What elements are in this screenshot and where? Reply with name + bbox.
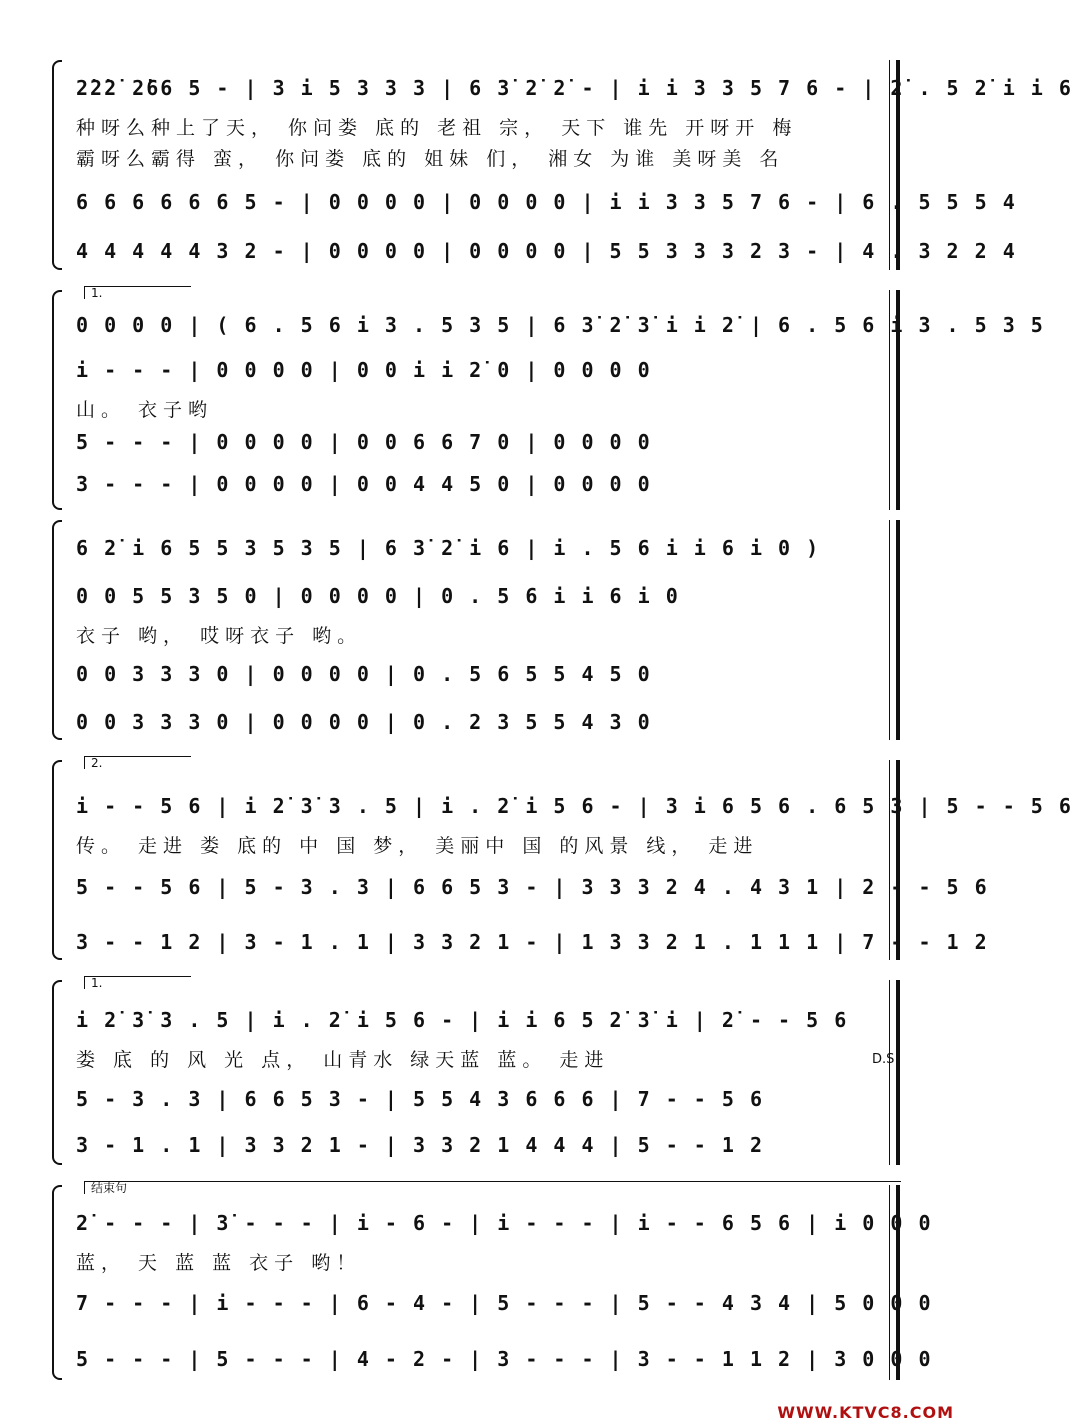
score-system [60, 1181, 933, 1380]
note-line: 2̇2̇2̇ 2̇66 5 - | 3 i 5 3 3 3 | 6 3̇ 2̇ 2̇ - | i i 3 3 5 7 6 - | 2̇ . 5 2̇ i i 6 [76, 76, 1073, 100]
note-line: 6 6 6 6 6 6 5 - | 0 0 0 0 | 0 0 0 0 | i i 3 3 5 7 6 - | 6 . 5 5 5 4 [76, 190, 1017, 214]
score-system [60, 976, 900, 1165]
note-line: 3 - - - | 0 0 0 0 | 0 0 4 4 5 0 | 0 0 0 0 [76, 472, 652, 496]
note-line: 3 - - 1 2 | 3 - 1 . 1 | 3 3 2 1 - | 1 3 3 2 1 . 1 1 1 | 7 - - 1 2 [76, 930, 989, 954]
note-line: 5 - 3 . 3 | 6 6 5 3 - | 5 5 4 3 6 6 6 | 7 - - 5 6 [76, 1087, 765, 1111]
note-line: 6 2̇ i 6 5 5 3 5 3 5 | 6 3̇ 2̇ i 6 | i . 5 6 i i 6 i 0 ) [76, 536, 821, 560]
volta-bracket: 1. [84, 976, 191, 989]
note-line: 5 - - 5 6 | 5 - 3 . 3 | 6 6 5 3 - | 3 3 3 2 4 . 4 3 1 | 2 - - 5 6 [76, 875, 989, 899]
end-barline [889, 520, 900, 740]
end-barline [889, 760, 900, 960]
score-system [60, 286, 1045, 510]
lyric-line: 种呀么种上了天， 你问娄 底的 老祖 宗， 天下 谁先 开呀开 梅 [76, 117, 798, 139]
lyric-line: 衣子 哟， 哎呀衣子 哟。 [76, 625, 363, 647]
end-barline [889, 980, 900, 1165]
note-line: i - - 5 6 | i 2̇ 3̇ 3 . 5 | i . 2̇ i 5 6 - | 3 i 6 5 6 . 6 5 3 | 5 - - 5 6 [76, 794, 1073, 818]
note-line: 7 - - - | i - - - | 6 - 4 - | 5 - - - | 5 - - 4 3 4 | 5 0 0 0 [76, 1291, 933, 1315]
lyric-line: 山。 衣子哟 [76, 399, 214, 421]
lyric-line: 娄 底 的 风 光 点， 山青水 绿天蓝 蓝。 走进 [76, 1049, 610, 1071]
score-system [60, 756, 1073, 960]
note-line: 2̇ - - - | 3̇ - - - | i - 6 - | i - - - | i - - 6 5 6 | i 0 0 0 [76, 1211, 933, 1235]
note-line: 0 0 3 3 3 0 | 0 0 0 0 | 0 . 2 3 5 5 4 3 0 [76, 710, 652, 734]
note-line: 0 0 0 0 | ( 6 . 5 6 i 3 . 5 3 5 | 6 3̇ 2̇ 3̇ i i 2̇ | 6 . 5 6 i 3 . 5 3 5 [76, 313, 1045, 337]
end-barline [889, 290, 900, 510]
site-watermark: WWW.KTVC8.COM [777, 1403, 954, 1422]
lyric-line: 蓝， 天 蓝 蓝 衣子 哟！ [76, 1252, 362, 1274]
note-line: i - - - | 0 0 0 0 | 0 0 i i 2̇ 0 | 0 0 0 0 [76, 358, 652, 382]
ds-mark: D.S [872, 1052, 895, 1067]
end-barline [889, 60, 900, 270]
score-system [60, 520, 900, 740]
note-line: 5 - - - | 0 0 0 0 | 0 0 6 6 7 0 | 0 0 0 0 [76, 430, 652, 454]
lyric-line: 传。 走进 娄 底的 中 国 梦， 美丽中 国 的风景 线， 走进 [76, 835, 759, 857]
note-line: 5 - - - | 5 - - - | 4 - 2 - | 3 - - - | 3 - - 1 1 2 | 3 0 0 0 [76, 1347, 933, 1371]
end-barline [889, 1185, 900, 1380]
volta-bracket: 结束句 [84, 1181, 901, 1194]
volta-bracket: 1. [84, 286, 191, 299]
note-line: 0 0 5 5 3 5 0 | 0 0 0 0 | 0 . 5 6 i i 6 i 0 [76, 584, 680, 608]
note-line: 0 0 3 3 3 0 | 0 0 0 0 | 0 . 5 6 5 5 4 5 0 [76, 662, 652, 686]
note-line: i 2̇ 3̇ 3 . 5 | i . 2̇ i 5 6 - | i i 6 5 2̇ 3̇ i | 2̇ - - 5 6 [76, 1008, 849, 1032]
note-line: 3 - 1 . 1 | 3 3 2 1 - | 3 3 2 1 4 4 4 | 5 - - 1 2 [76, 1133, 765, 1157]
score-system [60, 60, 1073, 270]
lyric-line: 霸呀么霸得 蛮， 你问娄 底的 姐妹 们， 湘女 为谁 美呀美 名 [76, 148, 785, 170]
volta-bracket: 2. [84, 756, 191, 769]
note-line: 4 4 4 4 4 3 2 - | 0 0 0 0 | 0 0 0 0 | 5 5 3 3 3 2 3 - | 4 . 3 2 2 4 [76, 239, 1017, 263]
